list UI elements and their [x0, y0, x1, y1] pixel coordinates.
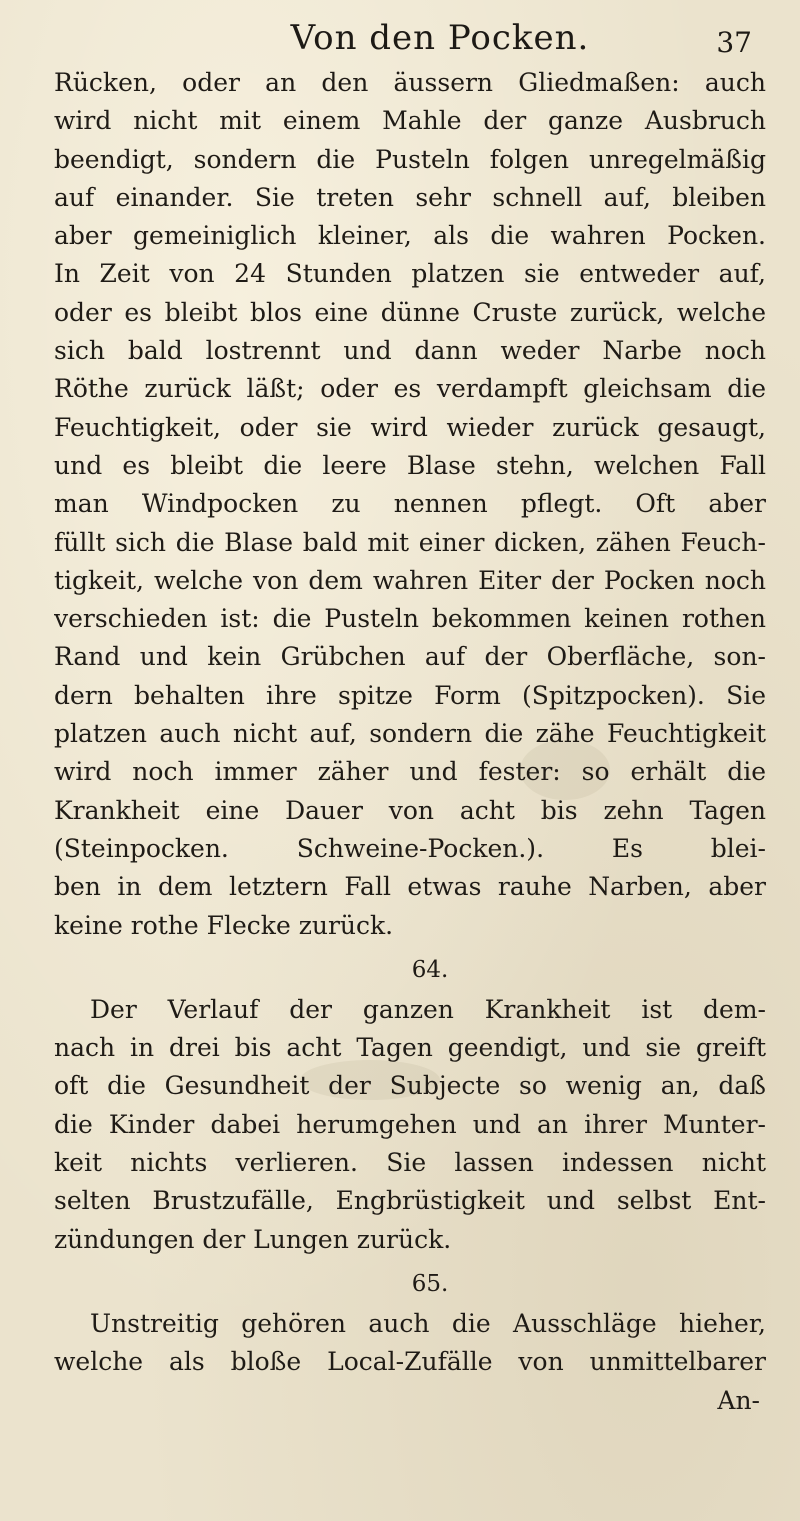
running-head: Von den Pocken.	[290, 18, 590, 58]
text-line: nach in drei bis acht Tagen geendigt, und sie greift	[54, 1033, 766, 1063]
text-line: keine rothe Flecke zurück.	[54, 910, 394, 940]
text-line: Rücken, oder an den äussern Gliedmaßen: auch	[54, 68, 766, 97]
text-line: Röthe zurück läßt; oder es verdampft gleichsam die	[54, 374, 766, 404]
text-line: zündungen der Lungen zurück.	[54, 1224, 452, 1254]
text-line: welche als bloße Local-Zufälle von unmittelbarer	[54, 1347, 766, 1377]
page-body	[54, 64, 766, 1420]
text-line: platzen auch nicht auf, sondern die zähe Feuchtigkeit	[54, 719, 766, 749]
catchword: An-	[717, 1385, 760, 1415]
text-line: und es bleibt die leere Blase stehn, welchen Fall	[54, 450, 766, 480]
text-line: Unstreitig gehören auch die Ausschläge hieher,	[90, 1308, 766, 1338]
text-line: Der Verlauf der ganzen Krankheit ist dem-	[90, 994, 766, 1024]
text-line: sich bald lostrennt und dann weder Narbe noch	[54, 336, 766, 366]
paragraph	[54, 991, 766, 1259]
text-line: verschieden ist: die Pusteln bekommen keinen rothen	[54, 604, 766, 634]
paragraph	[54, 64, 766, 945]
page-number: 37	[716, 26, 752, 59]
text-line: beendigt, sondern die Pusteln folgen unregelmäßig	[54, 144, 766, 174]
text-line: (Steinpocken. Schweine-Pocken.). Es blei-	[54, 833, 766, 863]
paragraph	[54, 1305, 766, 1382]
text-line: wird nicht mit einem Mahle der ganze Ausbruch	[54, 106, 766, 136]
text-line: oft die Gesundheit der Subjecte so wenig an, daß	[54, 1071, 766, 1101]
text-line: füllt sich die Blase bald mit einer dicken, zähen Feuch-	[54, 527, 766, 557]
text-line: In Zeit von 24 Stunden platzen sie entweder auf,	[54, 259, 766, 289]
text-line: ben in dem letztern Fall etwas rauhe Narben, aber	[54, 872, 766, 902]
text-line: die Kinder dabei herumgehen und an ihrer Munter-	[54, 1109, 766, 1139]
text-line: man Windpocken zu nennen pflegt. Oft aber	[54, 489, 766, 519]
text-line: oder es bleibt blos eine dünne Cruste zurück, welche	[54, 297, 766, 327]
text-line: Krankheit eine Dauer von acht bis zehn Tagen	[54, 795, 766, 825]
text-line: keit nichts verlieren. Sie lassen indessen nicht	[54, 1148, 766, 1178]
text-line: dern behalten ihre spitze Form (Spitzpocken). Sie	[54, 680, 766, 710]
section-number: 65.	[411, 1270, 449, 1297]
text-line: Feuchtigkeit, oder sie wird wieder zurück gesaugt,	[54, 412, 766, 442]
section-number: 64.	[411, 956, 449, 983]
text-line: aber gemeiniglich kleiner, als die wahren Pocken.	[54, 221, 766, 251]
text-line: Rand und kein Grübchen auf der Oberfläche, son-	[54, 642, 766, 672]
text-line: wird noch immer zäher und fester: so erhält die	[54, 757, 766, 787]
text-line: tigkeit, welche von dem wahren Eiter der Pocken noch	[54, 565, 766, 595]
text-line: auf einander. Sie treten sehr schnell auf, bleiben	[54, 182, 766, 212]
text-line: selten Brustzufälle, Engbrüstigkeit und selbst Ent-	[54, 1186, 766, 1216]
